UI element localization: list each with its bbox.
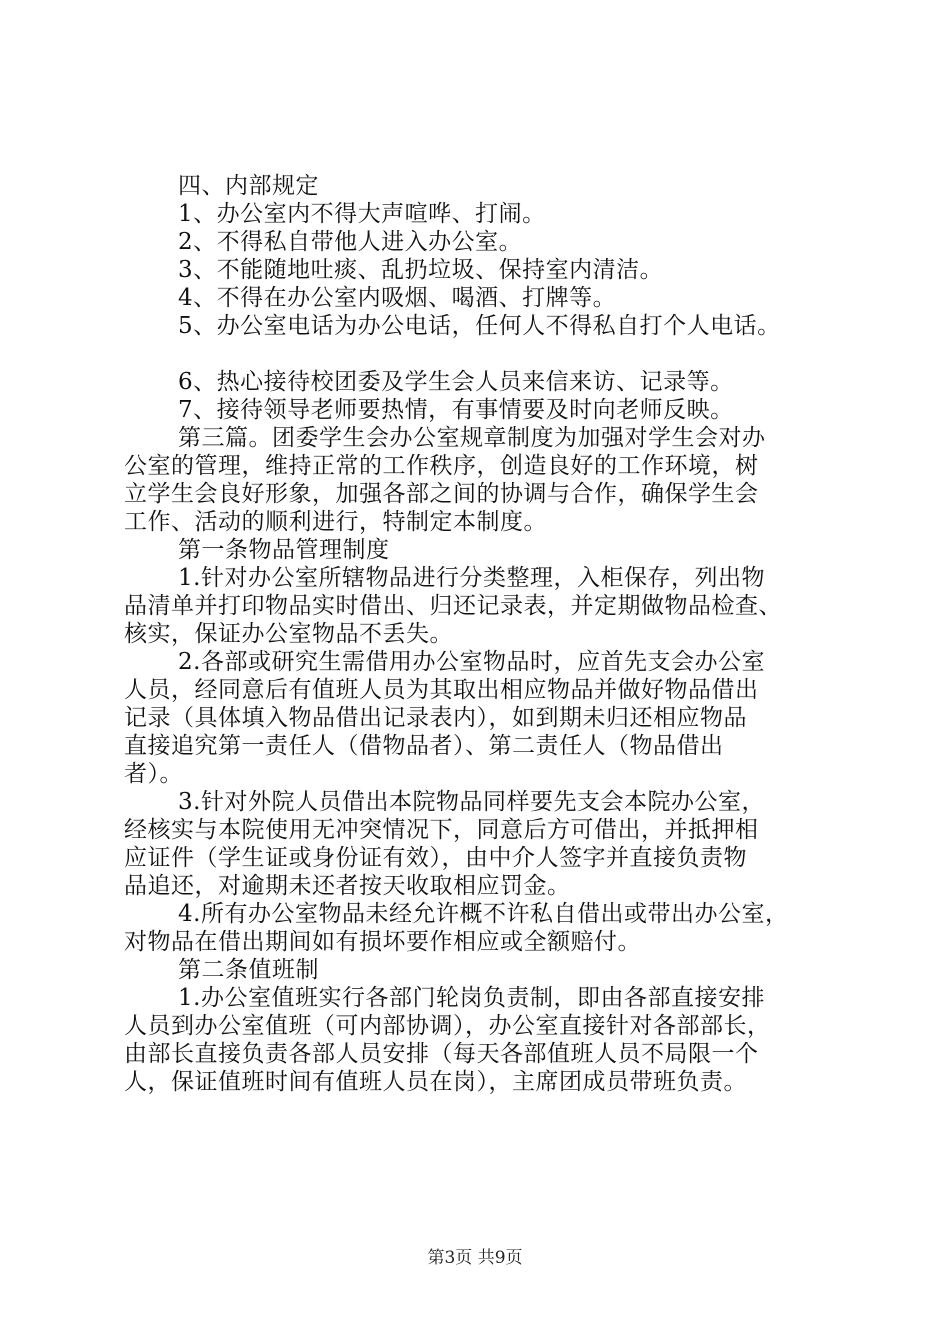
paragraph-line: 1.办公室值班实行各部门轮岗负责制，即由各部直接安排 (178, 985, 765, 1011)
rule-item: 6、热心接待校团委及学生会人员来信来访、记录等。 (178, 369, 734, 395)
paragraph-line: 人员，经同意后有值班人员为其取出相应物品并做好物品借出 (124, 677, 759, 703)
paragraph-line: 由部长直接负责各部人员安排（每天各部值班人员不局限一个 (124, 1041, 759, 1067)
paragraph-line: 品追还，对逾期未还者按天收取相应罚金。 (124, 873, 571, 899)
paragraph-line: 1.针对办公室所辖物品进行分类整理，入柜保存，列出物 (178, 565, 765, 591)
paragraph-gap (124, 340, 834, 368)
paragraph-line: 对物品在借出期间如有损坏要作相应或全额赔付。 (124, 929, 641, 955)
paragraph-line: 直接追究第一责任人（借物品者）、第二责任人（物品借出 (124, 733, 724, 759)
paragraph-line: 经核实与本院使用无冲突情况下，同意后方可借出，并抵押相 (124, 817, 759, 843)
paragraph-line: 4.所有办公室物品未经允许概不许私自借出或带出办公室， (178, 901, 789, 927)
paragraph-line: 人，保证值班时间有值班人员在岗），主席团成员带班负责。 (124, 1069, 747, 1095)
document-body (124, 172, 834, 1096)
article-heading: 第一条物品管理制度 (178, 537, 390, 563)
paragraph-line: 工作、活动的顺利进行，特制定本制度。 (124, 509, 547, 535)
page-number-footer: 第3页 共9页 (427, 1248, 523, 1268)
paragraph-line: 应证件（学生证或身份证有效），由中介人签字并直接负责物 (124, 845, 747, 871)
section-heading: 四、内部规定 (178, 173, 319, 199)
paragraph-line: 2.各部或研究生需借用办公室物品时，应首先支会办公室 (178, 649, 765, 675)
paragraph-line: 品清单并打印物品实时借出、归还记录表，并定期做物品检查、 (124, 593, 782, 619)
rule-item: 1、办公室内不得大声喧哗、打闹。 (178, 201, 546, 227)
paragraph-line: 第三篇。团委学生会办公室规章制度为加强对学生会对办 (178, 425, 766, 451)
rule-item: 2、不得私自带他人进入办公室。 (178, 229, 523, 255)
rule-item: 5、办公室电话为办公电话，任何人不得私自打个人电话。 (178, 313, 781, 339)
paragraph-line: 人员到办公室值班（可内部协调），办公室直接针对各部部长， (124, 1013, 771, 1039)
paragraph-line: 记录（具体填入物品借出记录表内），如到期未归还相应物品 (124, 705, 747, 731)
paragraph-line: 核实，保证办公室物品不丢失。 (124, 621, 453, 647)
rule-item: 3、不能随地吐痰、乱扔垃圾、保持室内清洁。 (178, 257, 664, 283)
article-heading: 第二条值班制 (178, 957, 319, 983)
paragraph-line: 者）。 (124, 761, 183, 787)
rule-item: 4、不得在办公室内吸烟、喝酒、打牌等。 (178, 285, 617, 311)
rule-item: 7、接待领导老师要热情，有事情要及时向老师反映。 (178, 397, 734, 423)
paragraph-line: 3.针对外院人员借出本院物品同样要先支会本院办公室， (178, 789, 765, 815)
paragraph-line: 立学生会良好形象，加强各部之间的协调与合作，确保学生会 (124, 481, 759, 507)
paragraph-line: 公室的管理，维持正常的工作秩序，创造良好的工作环境，树 (124, 453, 759, 479)
